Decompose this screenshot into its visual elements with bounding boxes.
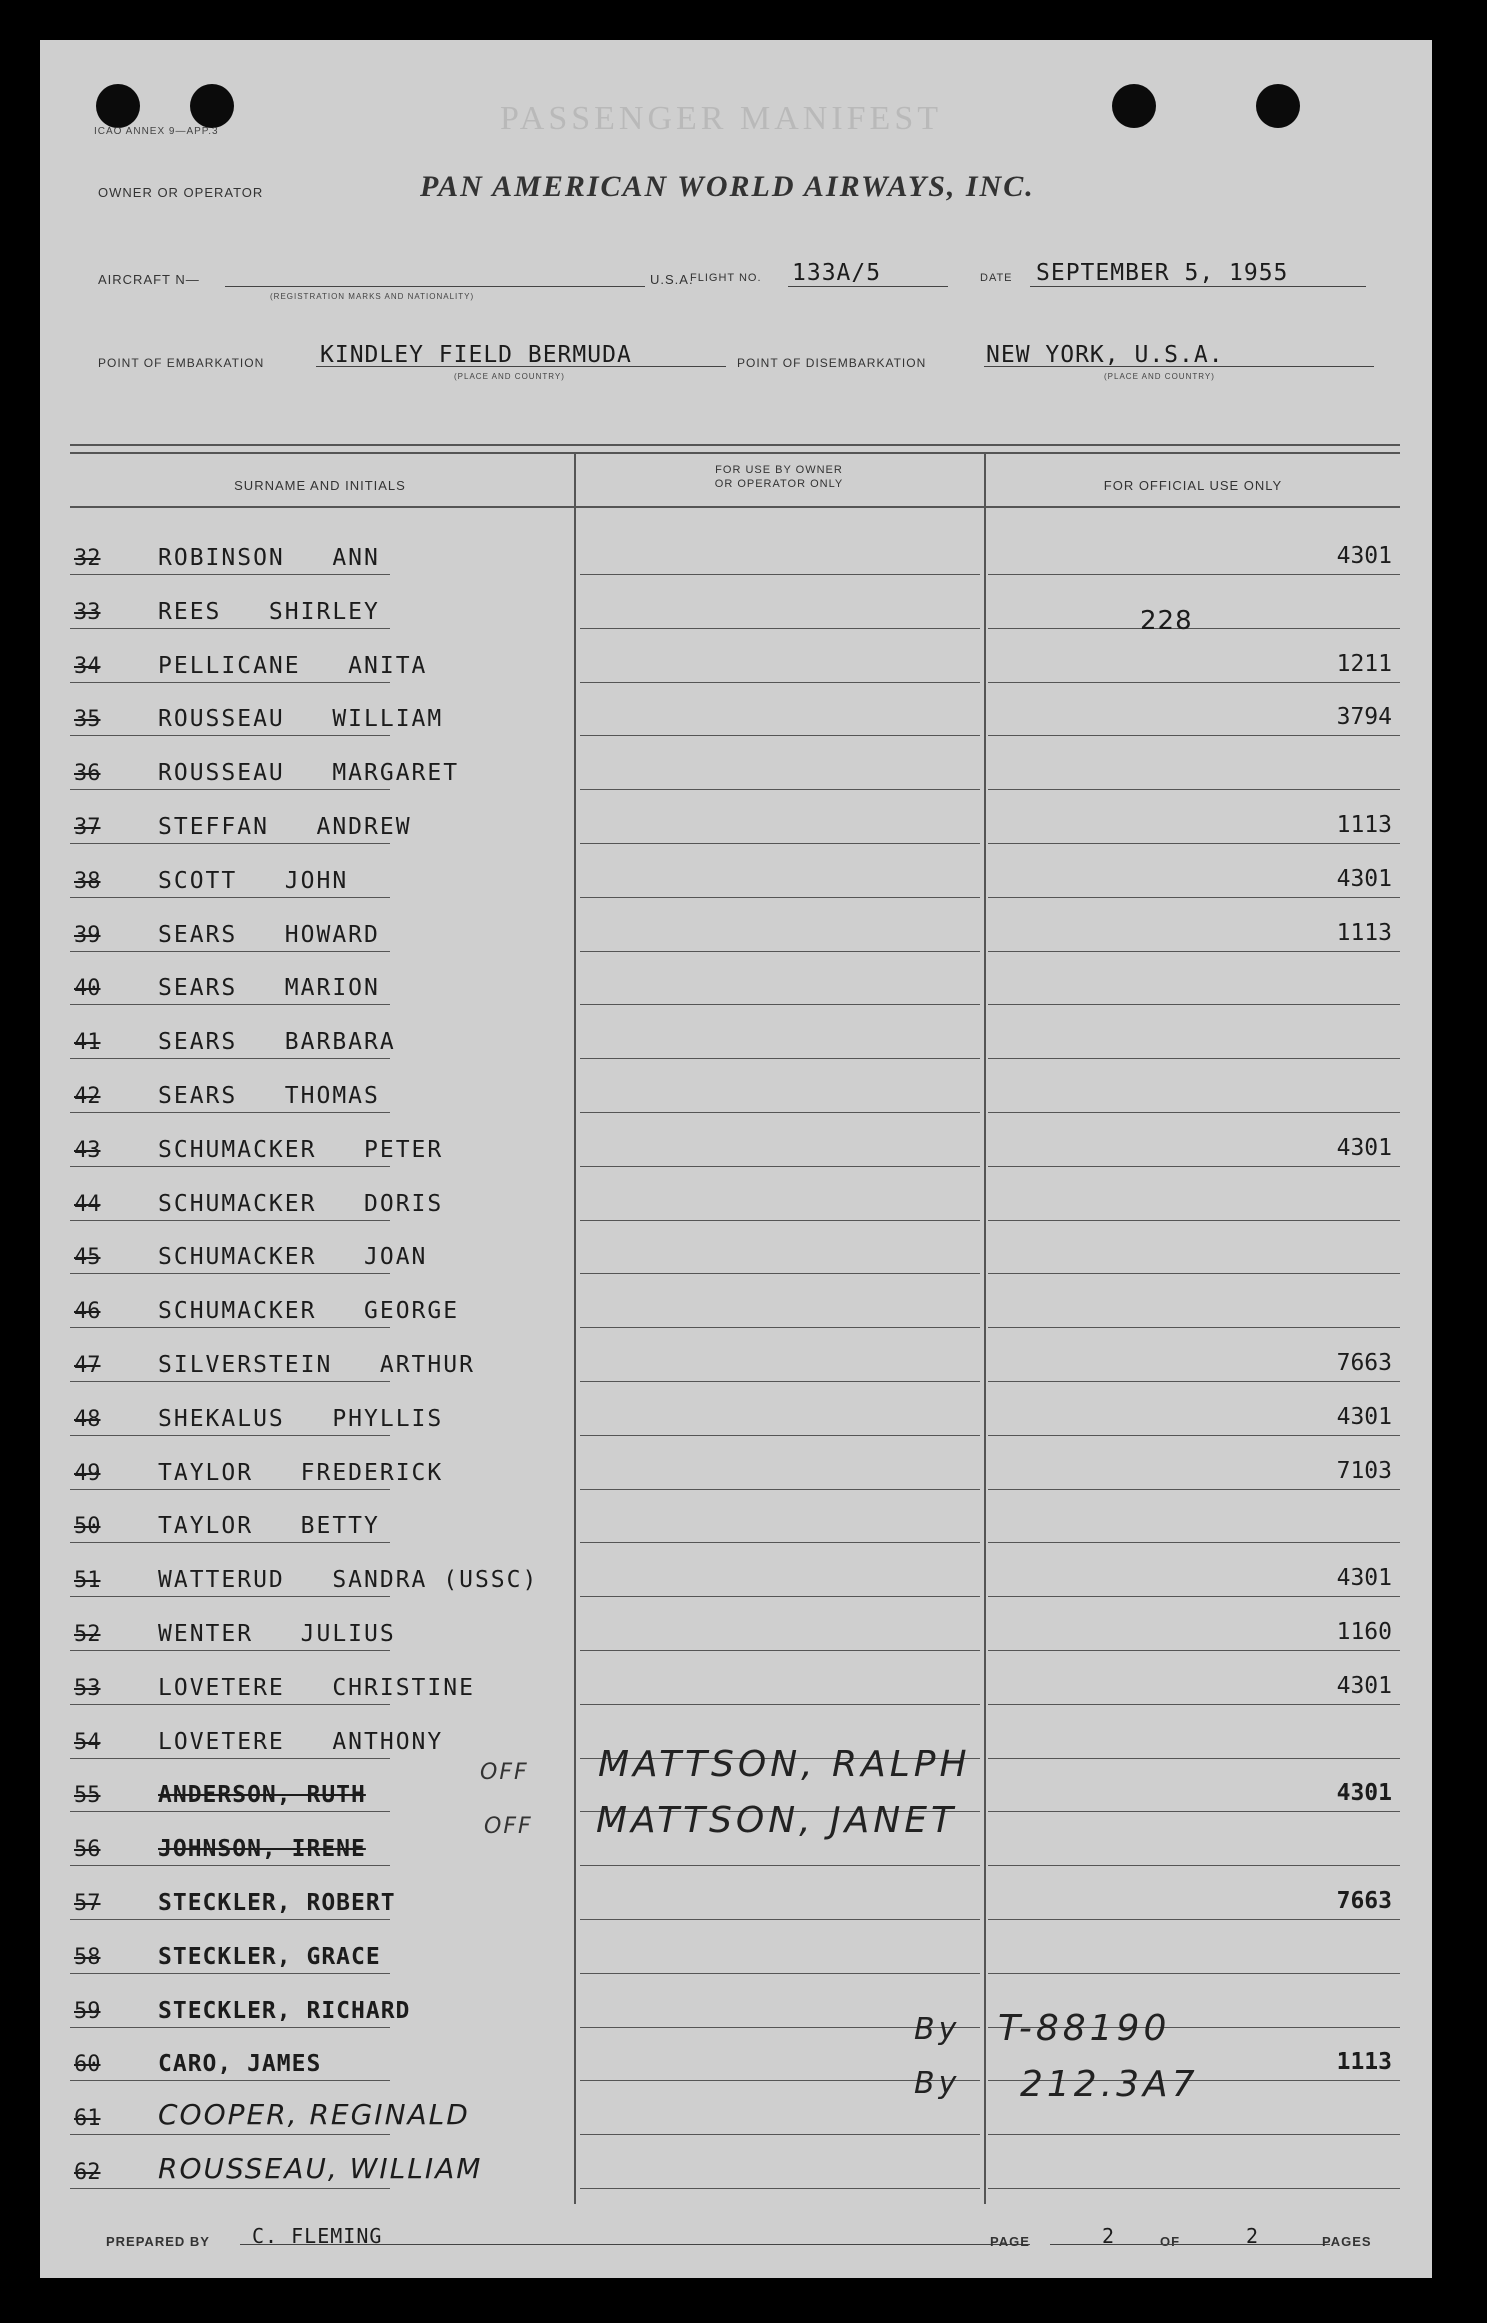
row-rule [988,2188,1400,2189]
punch-hole-2 [190,84,234,128]
passenger-number: 43 [74,1137,101,1163]
passenger-name: SCOTT JOHN [158,867,349,894]
passenger-number: 48 [74,1406,101,1432]
embarkation-line [316,366,726,367]
row-rule [70,2188,390,2189]
passenger-name: LOVETERE CHRISTINE [158,1674,475,1701]
official-code: 4301 [1336,1780,1392,1807]
passenger-row [40,576,1432,629]
passenger-row [40,1490,1432,1543]
off-mark-2: OFF [484,1814,533,1839]
registration-note: (REGISTRATION MARKS AND NATIONALITY) [270,292,475,301]
passenger-row [40,1383,1432,1436]
official-code: 4301 [1336,543,1392,569]
passenger-name: TAYLOR FREDERICK [158,1459,444,1486]
official-code: 4301 [1336,865,1392,892]
passenger-name: SCHUMACKER GEORGE [158,1298,460,1325]
official-code: 7663 [1336,1888,1392,1914]
passenger-row [40,1867,1432,1920]
embarkation-label: POINT OF EMBARKATION [98,356,265,370]
replacement-passenger-1: MATTSON, RALPH [598,1744,971,1785]
passenger-number: 41 [74,1030,101,1056]
passenger-name: SEARS THOMAS [158,1083,380,1109]
passenger-name: LOVETERE ANTHONY [158,1728,444,1755]
passenger-row [40,1598,1432,1651]
passenger-row [40,952,1432,1005]
disembarkation-line [984,366,1374,367]
passenger-row [40,683,1432,736]
aircraft-label: AIRCRAFT N— [98,272,200,287]
off-mark-1: OFF [480,1760,529,1785]
column-header-surname: SURNAME AND INITIALS [234,478,406,493]
passenger-number: 42 [74,1084,101,1109]
manifest-sheet [40,40,1432,2278]
passenger-row [40,1921,1432,1974]
column-header-owner-use-1: FOR USE BY OWNER [715,464,843,476]
by-mark-2: By [914,2066,961,2101]
passenger-name: ROUSSEAU MARGARET [158,760,460,787]
punch-hole-4 [1256,84,1300,128]
passenger-name: STECKLER, ROBERT [158,1890,396,1916]
passenger-row [40,630,1432,683]
passenger-name: WENTER JULIUS [158,1621,396,1647]
by-mark-1: By [914,2012,961,2047]
passenger-number: 34 [74,653,101,679]
passenger-row [40,1060,1432,1113]
passenger-number: 40 [74,976,101,1002]
official-code: 1113 [1336,812,1392,838]
passenger-row [40,899,1432,952]
passenger-row [40,1975,1432,2028]
passenger-name: JOHNSON, IRENE [158,1836,366,1863]
disembarkation-value: NEW YORK, U.S.A. [986,342,1224,368]
passenger-name: SCHUMACKER PETER [158,1136,444,1163]
passenger-name: REES SHIRLEY [158,598,380,625]
pages-label: PAGES [1322,2234,1372,2249]
passenger-number: 36 [74,761,101,787]
passenger-name: STECKLER, RICHARD [158,1997,411,2024]
official-code: 1211 [1336,650,1392,677]
official-code: 4301 [1336,1403,1392,1430]
passenger-name: SHEKALUS PHYLLIS [158,1405,444,1432]
passenger-number: 49 [74,1460,101,1486]
usa-label: U.S.A. [650,272,694,287]
passenger-number: 35 [74,707,101,733]
passenger-row [40,1221,1432,1274]
flight-number: 133A/5 [792,260,882,286]
passenger-name: STECKLER, GRACE [158,1943,381,1970]
passenger-number: 60 [74,2052,101,2078]
official-code: 4301 [1336,1134,1392,1161]
passenger-number: 57 [74,1891,101,1916]
column-header-official: FOR OFFICIAL USE ONLY [1103,478,1283,493]
date-line [1030,286,1366,287]
row-rule [580,2188,980,2189]
official-code: 1113 [1336,919,1392,946]
official-code: 4301 [1336,1672,1392,1699]
passenger-number: 45 [74,1245,101,1271]
official-code: 7663 [1336,1350,1392,1376]
passenger-row [40,522,1432,575]
disembarkation-place-note: (PLACE AND COUNTRY) [1104,372,1215,381]
passenger-number: 54 [74,1729,101,1755]
passenger-name: ROUSSEAU, WILLIAM [158,2152,483,2185]
of-value: 2 [1246,2224,1260,2248]
passenger-name: SEARS HOWARD [158,921,380,948]
passenger-name: SCHUMACKER JOAN [158,1244,428,1271]
passenger-row [40,845,1432,898]
official-code: 3794 [1336,704,1392,731]
passenger-name: ANDERSON, RUTH [158,1782,366,1809]
passenger-row [40,1544,1432,1597]
passenger-name: STEFFAN ANDREW [158,814,412,840]
passenger-name: ROBINSON ANN [158,545,380,571]
passenger-row [40,2082,1432,2135]
reference-1: T-88190 [998,2008,1171,2049]
passenger-number: 47 [74,1353,101,1378]
passenger-number: 61 [74,2106,101,2132]
passenger-row [40,791,1432,844]
passenger-number: 46 [74,1299,101,1325]
passenger-number: 39 [74,922,101,948]
of-label: OF [1160,2234,1181,2249]
embarkation-value: KINDLEY FIELD BERMUDA [320,342,632,368]
passenger-row [40,1114,1432,1167]
passenger-number: 38 [74,868,101,894]
passenger-number: 50 [74,1514,101,1540]
passenger-row [40,1275,1432,1328]
replacement-passenger-2: MATTSON, JANET [596,1800,957,1841]
official-code: 4301 [1336,1565,1392,1592]
official-code: 7103 [1336,1457,1392,1484]
form-title: PASSENGER MANIFEST [500,100,942,137]
reference-2: 212.3A7 [1020,2064,1199,2105]
passenger-name: SEARS BARBARA [158,1029,396,1056]
flight-line [788,286,948,287]
passenger-name: SCHUMACKER DORIS [158,1190,444,1217]
column-header-owner-use-2: OR OPERATOR ONLY [714,478,844,490]
owner-label: OWNER OR OPERATOR [98,185,264,200]
passenger-name: PELLICANE ANITA [158,652,428,679]
passenger-name: SEARS MARION [158,975,380,1002]
passenger-row [40,2028,1432,2081]
passenger-name: WATTERUD SANDRA (USSC) [158,1567,539,1594]
passenger-name: SILVERSTEIN ARTHUR [158,1352,475,1378]
flight-label: FLIGHT NO. [690,272,762,284]
passenger-number: 32 [74,546,101,571]
prepared-by-value: C. FLEMING [252,2224,383,2248]
owner-value: PAN AMERICAN WORLD AIRWAYS, INC. [420,170,1035,203]
passenger-number: 44 [74,1191,101,1217]
passenger-row [40,1006,1432,1059]
passenger-number: 37 [74,815,101,840]
page-value: 2 [1102,2224,1116,2248]
passenger-row [40,2136,1432,2189]
passenger-number: 55 [74,1783,101,1809]
passenger-name: COOPER, REGINALD [158,2098,470,2132]
passenger-row [40,1168,1432,1221]
official-annotation: 228 [1140,606,1193,636]
passenger-name: CARO, JAMES [158,2051,322,2078]
disembarkation-label: POINT OF DISEMBARKATION [737,356,927,370]
passenger-name: ROUSSEAU WILLIAM [158,706,444,733]
prepared-by-label: PREPARED BY [106,2234,210,2249]
form-reference: ICAO ANNEX 9—APP.3 [94,126,219,137]
passenger-row [40,1329,1432,1382]
punch-hole-3 [1112,84,1156,128]
page-line [1050,2244,1330,2245]
page-label: PAGE [990,2234,1030,2249]
prepared-by-line [240,2244,1030,2245]
passenger-number: 51 [74,1568,101,1594]
official-code: 1160 [1336,1619,1392,1645]
passenger-row [40,1652,1432,1705]
passenger-number: 56 [74,1837,101,1863]
passenger-number: 58 [74,1944,101,1970]
passenger-name: TAYLOR BETTY [158,1513,380,1540]
passenger-number: 53 [74,1675,101,1701]
date-value: SEPTEMBER 5, 1955 [1036,260,1289,286]
embarkation-place-note: (PLACE AND COUNTRY) [454,372,565,381]
punch-hole-1 [96,84,140,128]
table-top-rule [70,444,1400,446]
aircraft-line [225,286,645,287]
passenger-number: 52 [74,1622,101,1647]
passenger-number: 62 [74,2160,101,2185]
passenger-number: 33 [74,599,101,625]
table-top-rule-2 [70,452,1400,454]
header-bottom-rule [70,506,1400,508]
date-label: DATE [980,272,1013,284]
passenger-row [40,1437,1432,1490]
passenger-number: 59 [74,1998,101,2024]
official-code: 1113 [1336,2049,1392,2076]
passenger-row [40,737,1432,790]
